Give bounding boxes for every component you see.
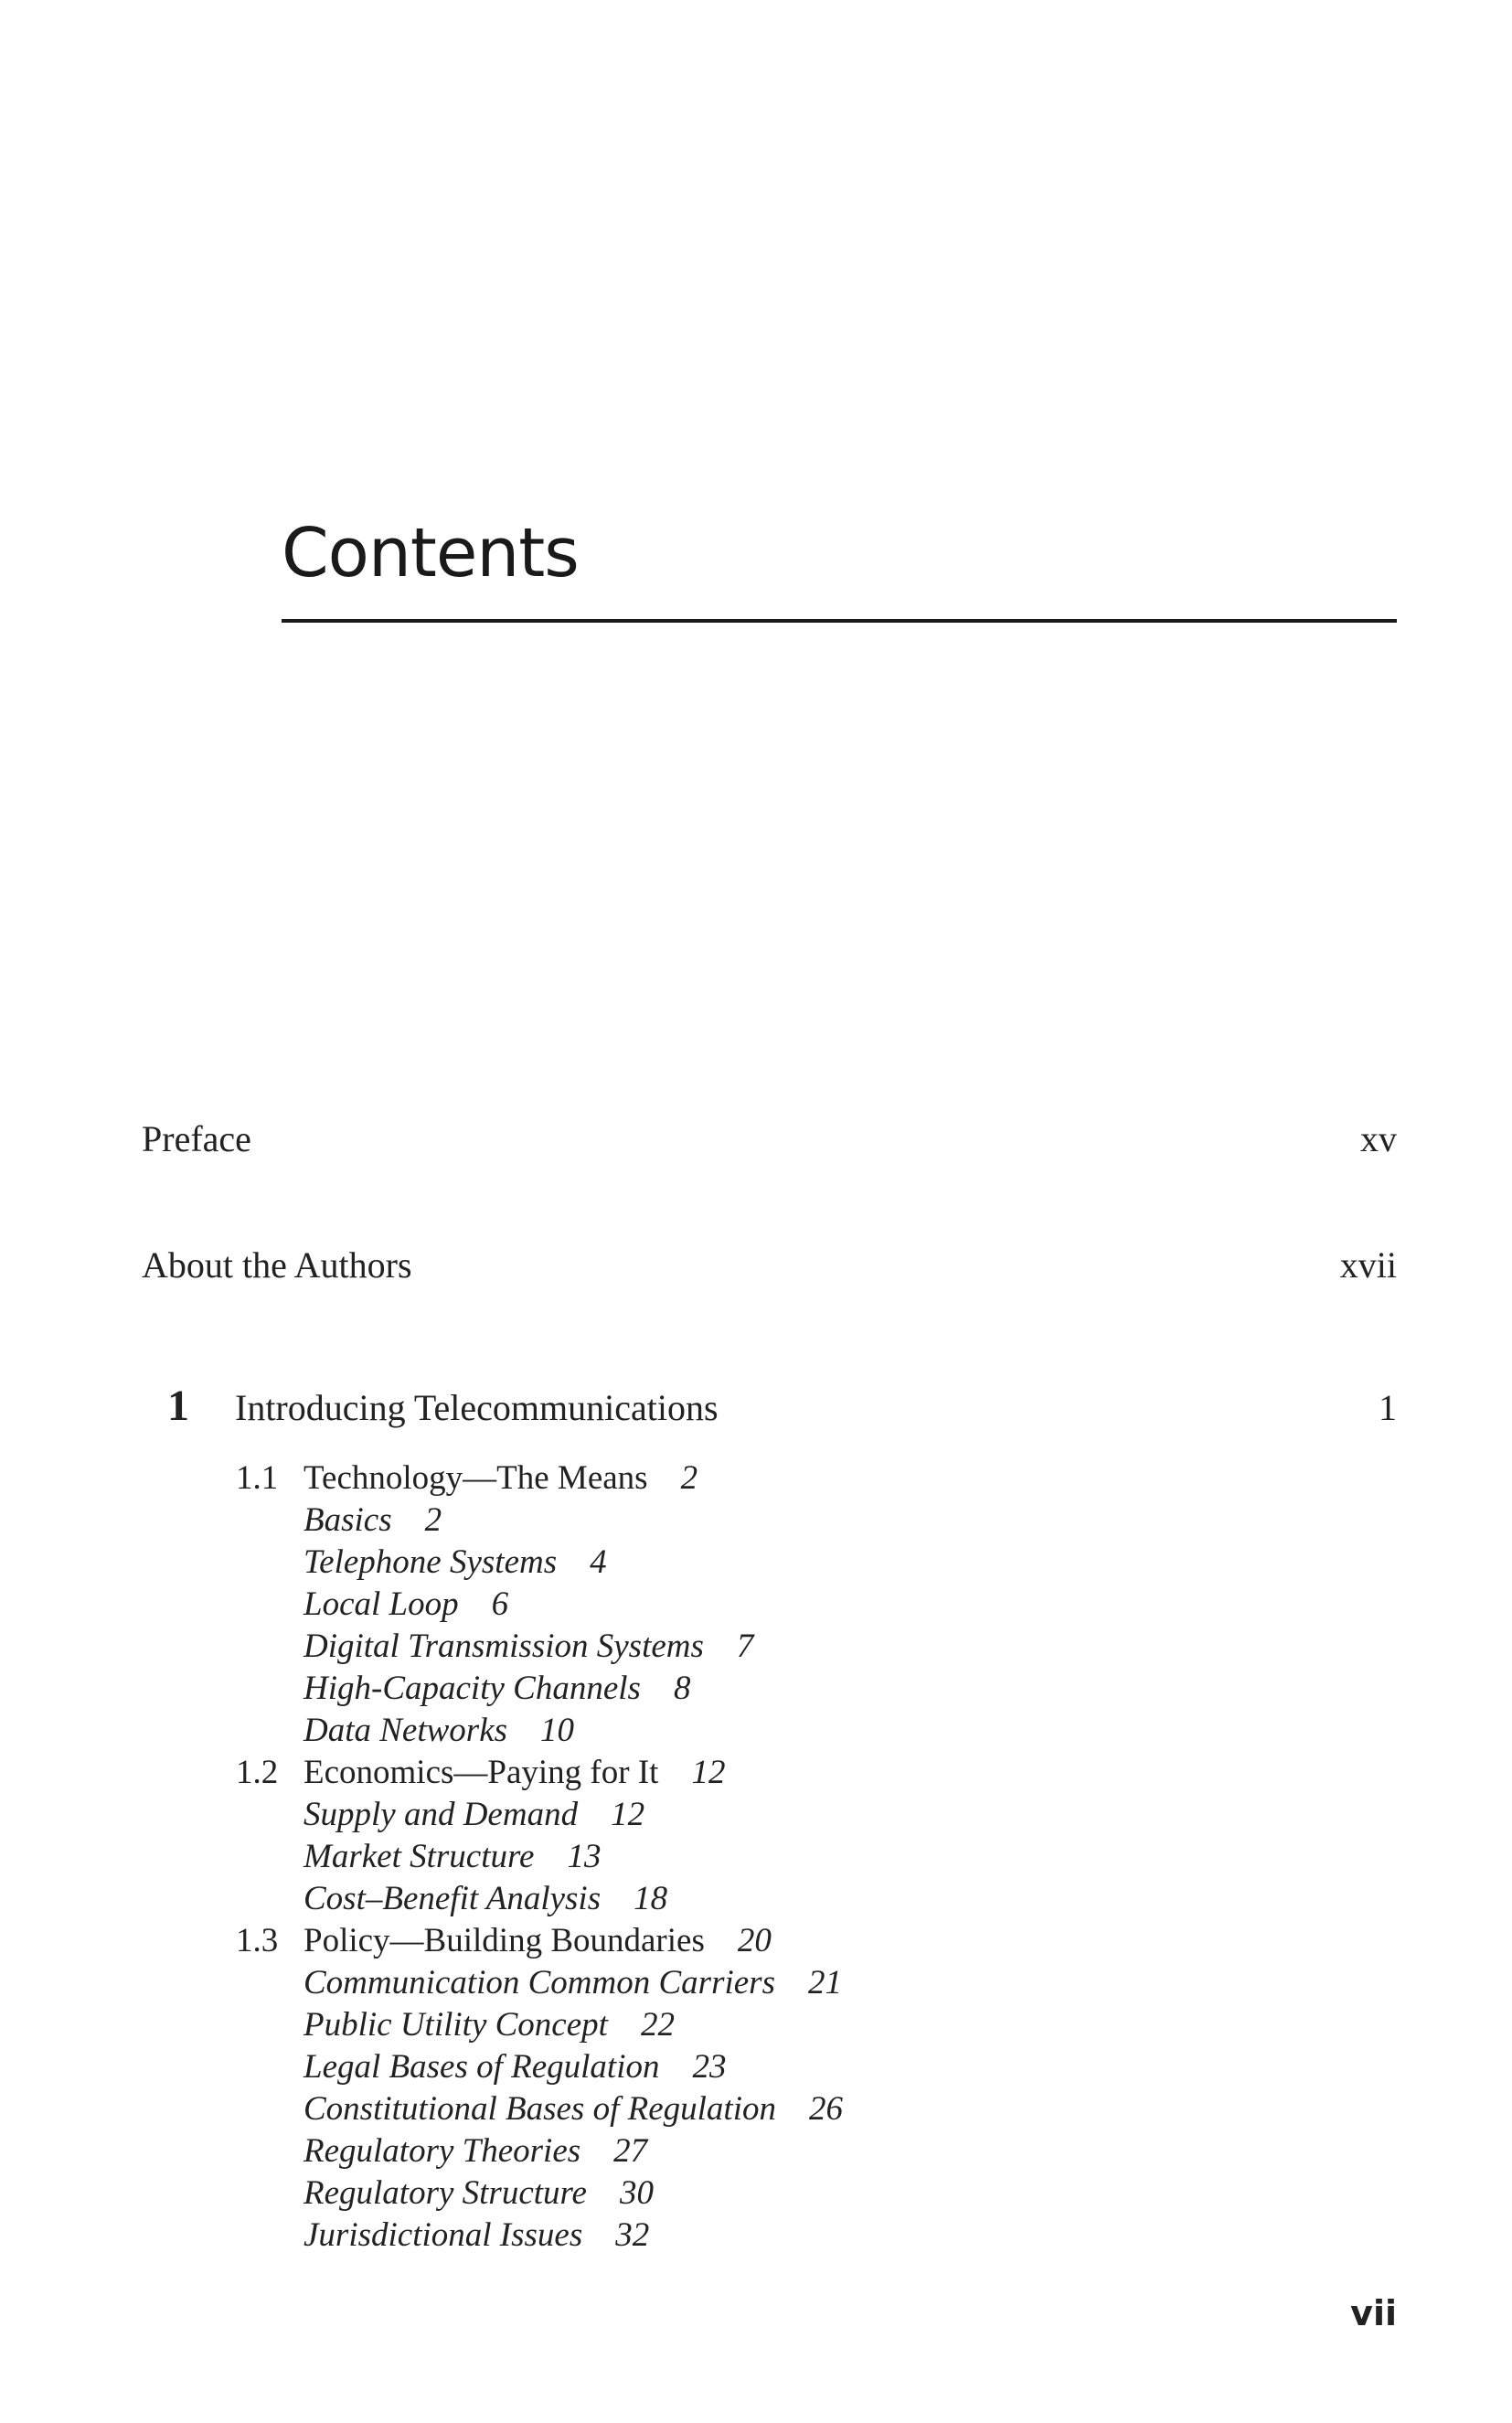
- entry-title: Market Structure: [303, 1838, 535, 1875]
- entry-title: Public Utility Concept: [303, 2006, 608, 2044]
- toc-subsection[interactable]: [236, 1500, 1333, 1542]
- entry-page: 18: [634, 1880, 668, 1917]
- toc-subsection[interactable]: [236, 1878, 1333, 1920]
- entry-title: Preface: [142, 1118, 251, 1159]
- page-number: vii: [1350, 2293, 1397, 2333]
- entry-title: Economics—Paying for It: [303, 1754, 659, 1791]
- entry-page: 23: [692, 2048, 727, 2086]
- entry-page: 2: [424, 1501, 442, 1539]
- entry-title: Communication Common Carriers: [303, 1964, 775, 2001]
- toc-section[interactable]: [236, 1920, 1333, 1962]
- toc-subsection[interactable]: [236, 1626, 1333, 1668]
- entry-page: 27: [613, 2132, 648, 2170]
- toc-subsection[interactable]: [236, 1710, 1333, 1752]
- entry-page: 10: [540, 1712, 575, 1749]
- entry-page: xvii: [1339, 1244, 1397, 1286]
- chapter-number: 1: [167, 1382, 189, 1430]
- entry-title: Policy—Building Boundaries: [303, 1922, 705, 1959]
- entry-page: 12: [691, 1754, 726, 1791]
- entry-title: Regulatory Structure: [303, 2174, 587, 2212]
- entry-page: 2: [680, 1459, 698, 1497]
- entry-page: 12: [611, 1796, 645, 1833]
- entry-title: Legal Bases of Regulation: [303, 2048, 660, 2086]
- toc-entry-preface[interactable]: [142, 1118, 1397, 1159]
- entry-page: 32: [615, 2216, 650, 2254]
- toc-subsection[interactable]: [236, 1542, 1333, 1584]
- section-number: 1.2: [236, 1754, 279, 1791]
- entry-page: 13: [567, 1838, 602, 1875]
- entry-page: 22: [640, 2006, 675, 2044]
- chapter-title: Introducing Telecommunications: [235, 1387, 719, 1428]
- entry-title: Basics: [303, 1501, 392, 1539]
- entry-title: Telephone Systems: [303, 1543, 558, 1581]
- entry-page: 30: [619, 2174, 654, 2212]
- toc-section[interactable]: [236, 1457, 1333, 1500]
- entry-title: Constitutional Bases of Regulation: [303, 2090, 776, 2128]
- entry-title: Jurisdictional Issues: [303, 2216, 583, 2254]
- toc-subsection[interactable]: [236, 2088, 1333, 2130]
- entry-page: 21: [807, 1964, 842, 2001]
- toc-subsection[interactable]: [236, 2004, 1333, 2046]
- chapter-entries: [236, 1457, 1333, 2257]
- toc-subsection[interactable]: [236, 2130, 1333, 2172]
- entry-title: High-Capacity Channels: [303, 1670, 641, 1707]
- entry-title: Local Loop: [303, 1585, 459, 1623]
- entry-title: Technology—The Means: [303, 1459, 648, 1497]
- entry-title: Regulatory Theories: [303, 2132, 581, 2170]
- entry-title: Cost–Benefit Analysis: [303, 1880, 602, 1917]
- title-rule: [282, 619, 1397, 623]
- toc-subsection[interactable]: [236, 2215, 1333, 2257]
- toc-subsection[interactable]: [236, 2172, 1333, 2215]
- entry-page: 26: [808, 2090, 843, 2128]
- entry-title: Data Networks: [303, 1712, 508, 1749]
- toc-section[interactable]: [236, 1752, 1333, 1794]
- toc-subsection[interactable]: [236, 1962, 1333, 2004]
- page-title: Contents: [282, 514, 579, 592]
- entry-page: 7: [736, 1628, 754, 1665]
- toc-subsection[interactable]: [236, 1584, 1333, 1626]
- entry-page: 6: [491, 1585, 509, 1623]
- toc-entry-about-the-authors[interactable]: [142, 1244, 1397, 1286]
- entry-page: xv: [1360, 1118, 1397, 1159]
- entry-title: About the Authors: [142, 1244, 412, 1286]
- toc-subsection[interactable]: [236, 1668, 1333, 1710]
- entry-page: 20: [737, 1922, 772, 1959]
- toc-subsection[interactable]: [236, 1794, 1333, 1836]
- toc-subsection[interactable]: [236, 2046, 1333, 2088]
- section-number: 1.3: [236, 1922, 279, 1959]
- section-number: 1.1: [236, 1459, 279, 1497]
- entry-title: Digital Transmission Systems: [303, 1628, 704, 1665]
- entry-title: Supply and Demand: [303, 1796, 579, 1833]
- toc-subsection[interactable]: [236, 1836, 1333, 1878]
- entry-page: 8: [673, 1670, 691, 1707]
- entry-page: 4: [590, 1543, 607, 1581]
- chapter-page: 1: [1379, 1387, 1397, 1428]
